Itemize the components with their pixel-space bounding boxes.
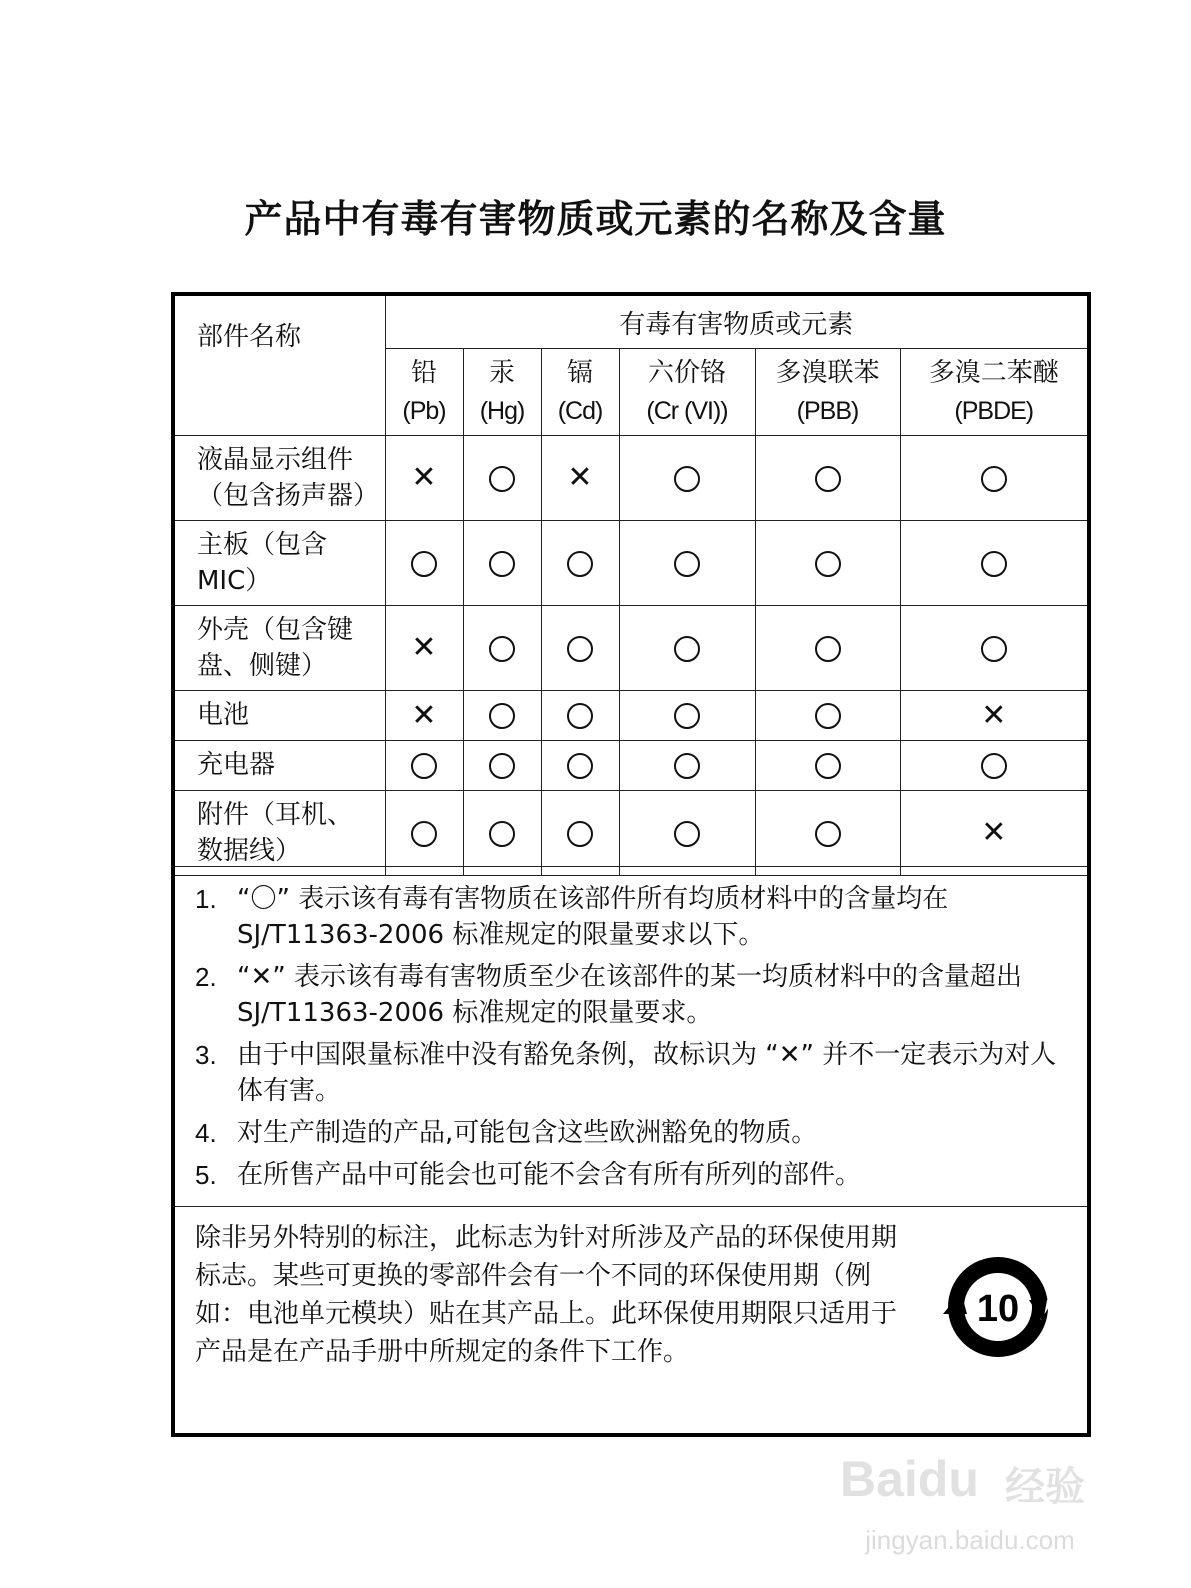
mark-cell xyxy=(619,436,755,521)
mark-cell xyxy=(385,521,463,606)
part-name-header: 部件名称 xyxy=(175,296,385,436)
table-row xyxy=(175,521,1087,606)
element-name: 铅 xyxy=(410,358,437,388)
mark-cell xyxy=(619,521,755,606)
element-symbol: (Cd) xyxy=(557,397,603,425)
mark-cell xyxy=(755,791,900,876)
mark-cell xyxy=(900,791,1087,876)
compliant-circle-icon xyxy=(567,821,593,847)
compliant-circle-icon xyxy=(489,753,515,779)
element-header xyxy=(463,349,541,436)
element-header xyxy=(385,349,463,436)
exceeds-cross-icon: ✕ xyxy=(411,630,437,666)
compliant-circle-icon xyxy=(411,551,437,577)
mark-cell xyxy=(463,606,541,691)
note-number: 5. xyxy=(195,1160,217,1190)
page-title: 产品中有毒有害物质或元素的名称及含量 xyxy=(244,197,947,241)
note-text: “〇” 表示该有毒有害物质在该部件所有均质材料中的含量均在 SJ/T11363-2006 标准规定的限量要求以下。 xyxy=(237,884,949,950)
exceeds-cross-icon: ✕ xyxy=(411,697,437,733)
element-symbol: (PBB) xyxy=(796,397,859,425)
mark-cell xyxy=(619,691,755,741)
watermark-brand: Baidu xyxy=(840,1451,979,1507)
mark-cell xyxy=(385,741,463,791)
compliant-circle-icon xyxy=(567,753,593,779)
compliant-circle-icon xyxy=(567,636,593,662)
element-name: 六价铬 xyxy=(647,358,726,388)
mark-cell xyxy=(755,606,900,691)
hazardous-substance-table xyxy=(175,296,1087,876)
compliant-circle-icon xyxy=(815,551,841,577)
part-name-cell: 液晶显示组件（包含扬声器） xyxy=(175,436,385,521)
mark-cell xyxy=(385,606,463,691)
element-name: 多溴二苯醚 xyxy=(928,358,1059,388)
mark-cell xyxy=(755,691,900,741)
element-symbol: (Pb) xyxy=(402,397,446,425)
compliant-circle-icon xyxy=(489,703,515,729)
mark-cell xyxy=(385,791,463,876)
compliant-circle-icon xyxy=(981,753,1007,779)
note-number: 2. xyxy=(195,962,217,992)
part-name-cell: 充电器 xyxy=(175,741,385,791)
element-symbol: (Cr (VI)) xyxy=(646,397,728,425)
compliant-circle-icon xyxy=(489,636,515,662)
mark-cell xyxy=(385,436,463,521)
note-text: “✕” 表示该有毒有害物质至少在该部件的某一均质材料中的含量超出 SJ/T11363-2006 标准规定的限量要求。 xyxy=(237,962,1022,1028)
mark-cell xyxy=(755,436,900,521)
element-header xyxy=(900,349,1087,436)
note-number: 1. xyxy=(195,884,217,914)
table-row xyxy=(175,691,1087,741)
element-symbol: (Hg) xyxy=(479,397,525,425)
mark-cell xyxy=(619,791,755,876)
note-item xyxy=(195,959,1067,1031)
exceeds-cross-icon: ✕ xyxy=(411,460,437,496)
environmental-protection-use-period-logo xyxy=(943,1252,1053,1362)
mark-cell xyxy=(463,521,541,606)
mark-cell xyxy=(463,741,541,791)
compliant-circle-icon xyxy=(674,753,700,779)
compliant-circle-icon xyxy=(674,703,700,729)
mark-cell xyxy=(541,436,619,521)
element-name: 汞 xyxy=(488,358,515,388)
compliant-circle-icon xyxy=(411,821,437,847)
mark-cell xyxy=(900,741,1087,791)
mark-cell xyxy=(900,521,1087,606)
element-name: 镉 xyxy=(566,358,593,388)
compliant-circle-icon xyxy=(815,703,841,729)
rohs-declaration-frame xyxy=(171,292,1091,1437)
note-text: 由于中国限量标准中没有豁免条例，故标识为 “✕” 并不一定表示为对人体有害。 xyxy=(237,1040,1057,1106)
element-header xyxy=(541,349,619,436)
mark-cell xyxy=(755,521,900,606)
mark-cell xyxy=(463,691,541,741)
compliant-circle-icon xyxy=(815,636,841,662)
note-item xyxy=(195,881,1067,953)
note-number: 3. xyxy=(195,1040,217,1070)
note-item xyxy=(195,1037,1067,1109)
compliant-circle-icon xyxy=(674,466,700,492)
baidu-jingyan-watermark xyxy=(830,1400,1130,1570)
watermark-domain: jingyan.baidu.com xyxy=(865,1525,1075,1555)
mark-cell xyxy=(900,606,1087,691)
mark-cell xyxy=(619,606,755,691)
mark-cell xyxy=(541,521,619,606)
element-name: 多溴联苯 xyxy=(775,358,880,388)
note-text: 对生产制造的产品,可能包含这些欧洲豁免的物质。 xyxy=(237,1118,818,1148)
element-header xyxy=(755,349,900,436)
compliant-circle-icon xyxy=(489,466,515,492)
part-name-cell: 电池 xyxy=(175,691,385,741)
table-row xyxy=(175,741,1087,791)
compliant-circle-icon xyxy=(674,821,700,847)
mark-cell xyxy=(541,606,619,691)
compliant-circle-icon xyxy=(815,466,841,492)
part-name-cell: 主板（包含MIC） xyxy=(175,521,385,606)
mark-cell xyxy=(541,741,619,791)
mark-cell xyxy=(541,691,619,741)
mark-cell xyxy=(900,691,1087,741)
note-number: 4. xyxy=(195,1118,217,1148)
compliant-circle-icon xyxy=(567,703,593,729)
compliant-circle-icon xyxy=(411,753,437,779)
substance-group-header: 有毒有害物质或元素 xyxy=(385,296,1087,349)
part-name-cell: 附件（耳机、数据线） xyxy=(175,791,385,876)
mark-cell xyxy=(541,791,619,876)
element-header xyxy=(619,349,755,436)
notes-section xyxy=(175,866,1087,1206)
mark-cell xyxy=(900,436,1087,521)
note-item xyxy=(195,1115,1067,1151)
compliant-circle-icon xyxy=(815,753,841,779)
watermark-brand-cn: 经验 xyxy=(1005,1464,1085,1510)
epup-statement: 除非另外特别的标注，此标志为针对所涉及产品的环保使用期标志。某些可更换的零部件会有一个不同的环保使用期（例如：电池单元模块）贴在其产品上。此环保使用期限只适用于产品是在产品手册中所规定的条件下工作。 xyxy=(195,1223,898,1367)
note-item xyxy=(195,1157,1067,1193)
table-row xyxy=(175,606,1087,691)
compliant-circle-icon xyxy=(567,551,593,577)
element-symbol: (PBDE) xyxy=(954,397,1034,425)
compliant-circle-icon xyxy=(815,821,841,847)
compliant-circle-icon xyxy=(674,636,700,662)
compliant-circle-icon xyxy=(674,551,700,577)
compliant-circle-icon xyxy=(981,636,1007,662)
compliant-circle-icon xyxy=(489,821,515,847)
compliant-circle-icon xyxy=(981,466,1007,492)
exceeds-cross-icon: ✕ xyxy=(981,697,1007,733)
exceeds-cross-icon: ✕ xyxy=(981,815,1007,851)
table-row xyxy=(175,436,1087,521)
compliant-circle-icon xyxy=(489,551,515,577)
mark-cell xyxy=(755,741,900,791)
mark-cell xyxy=(463,791,541,876)
mark-cell xyxy=(619,741,755,791)
table-row xyxy=(175,791,1087,876)
mark-cell xyxy=(385,691,463,741)
svg-text:10: 10 xyxy=(976,1288,1020,1330)
part-name-cell: 外壳（包含键盘、侧键） xyxy=(175,606,385,691)
note-text: 在所售产品中可能会也可能不会含有所有所列的部件。 xyxy=(237,1160,862,1190)
compliant-circle-icon xyxy=(981,551,1007,577)
exceeds-cross-icon: ✕ xyxy=(567,460,593,496)
mark-cell xyxy=(463,436,541,521)
